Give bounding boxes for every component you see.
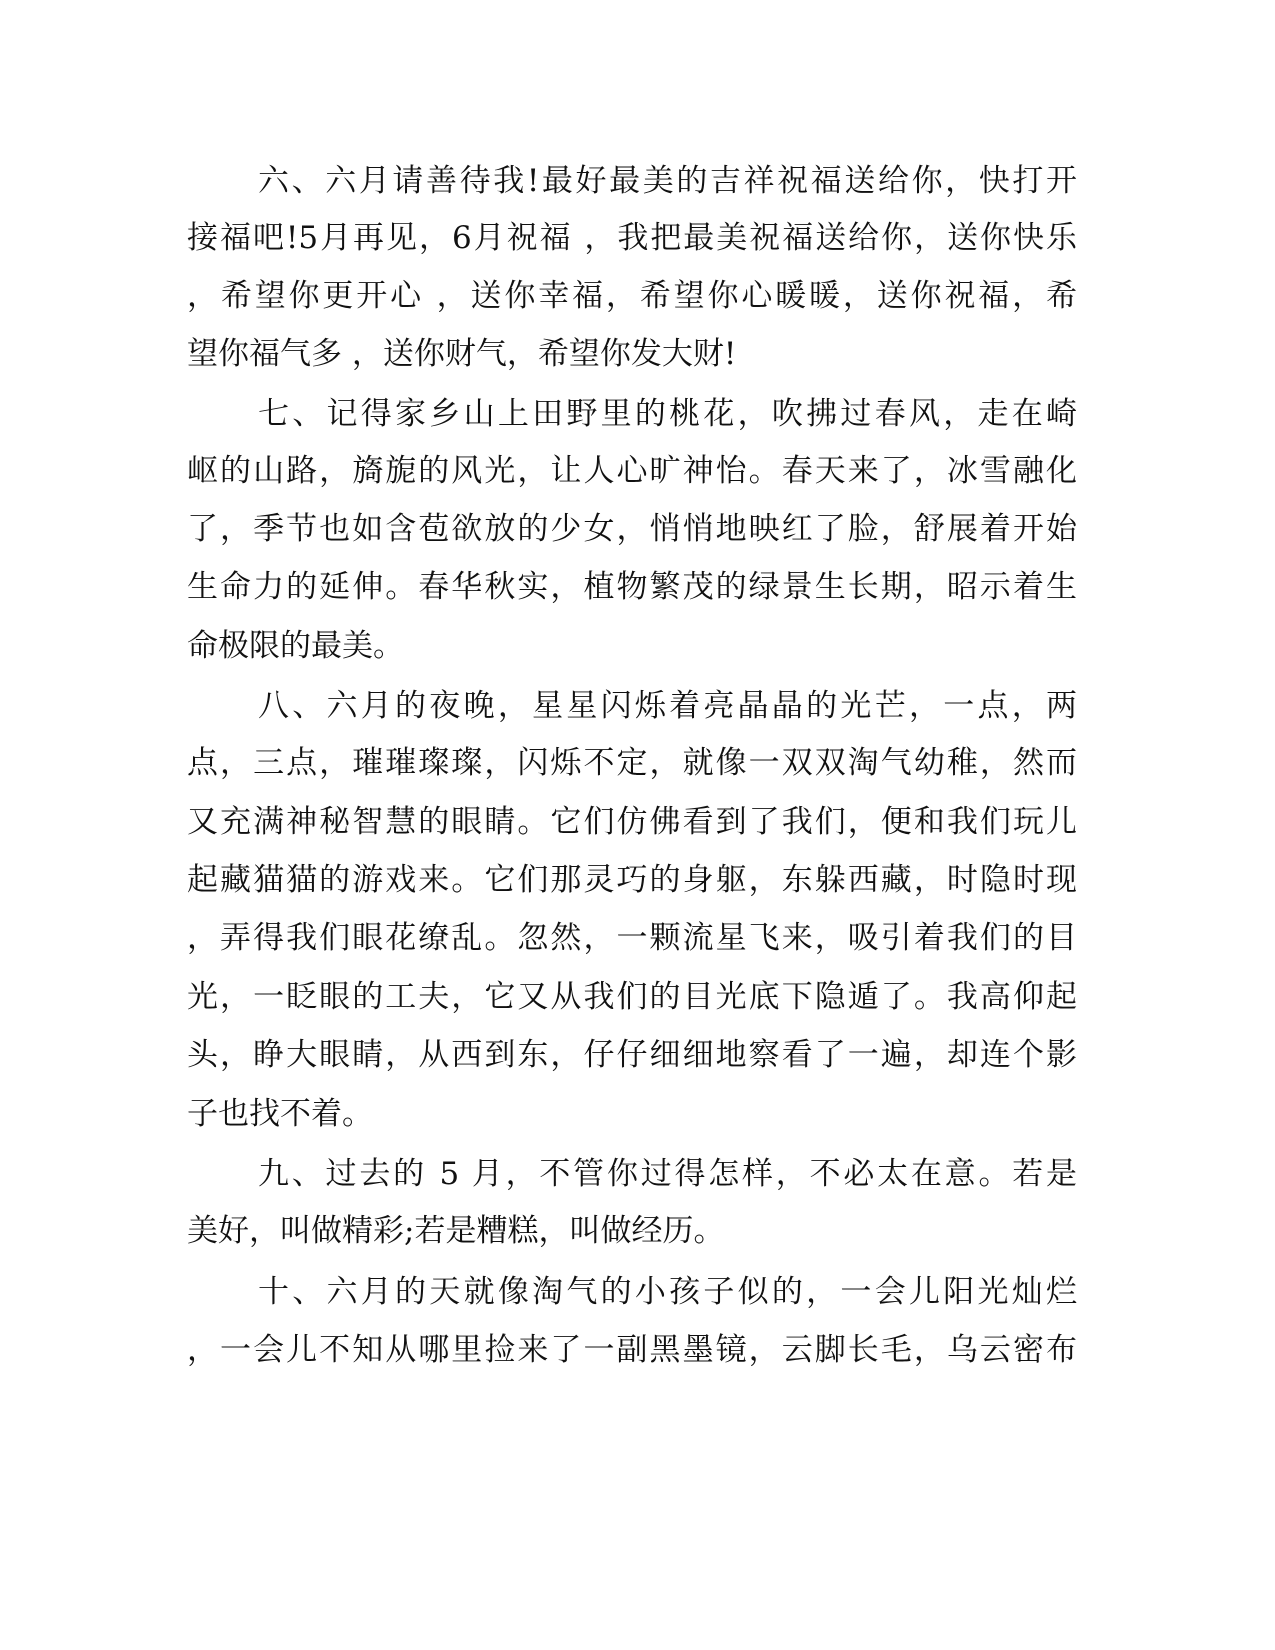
paragraph-6-line-4: 望你福气多 ，送你财气，希望你发大财! [187,336,737,372]
paragraph-8-line-7: 头，睁大眼睛，从西到东，仔仔细细地察看了一遍，却连个影 [187,1037,1077,1073]
paragraph-6-line-1: 六、六月请善待我!最好最美的吉祥祝福送给你，快打开 [258,163,1077,199]
paragraph-7-line-1: 七、记得家乡山上田野里的桃花，吹拂过春风，走在崎 [258,396,1077,432]
paragraph-8-line-5: ，弄得我们眼花缭乱。忽然，一颗流星飞来，吸引着我们的目 [187,920,1077,956]
paragraph-8-line-1: 八、六月的夜晚，星星闪烁着亮晶晶的光芒，一点，两 [258,688,1077,724]
paragraph-8-line-6: 光，一眨眼的工夫，它又从我们的目光底下隐遁了。我高仰起 [187,979,1077,1015]
paragraph-7-line-4: 生命力的延伸。春华秋实，植物繁茂的绿景生长期，昭示着生 [187,569,1077,605]
paragraph-7-line-3: 了，季节也如含苞欲放的少女，悄悄地映红了脸，舒展着开始 [187,511,1077,547]
paragraph-8-line-8: 子也找不着。 [187,1096,373,1132]
paragraph-9-line-1: 九、过去的 5 月，不管你过得怎样，不必太在意。若是 [258,1156,1077,1192]
paragraph-6-line-2: 接福吧!5月再见，6月祝福 ，我把最美祝福送给你，送你快乐 [187,220,1077,256]
paragraph-8-line-3: 又充满神秘智慧的眼睛。它们仿佛看到了我们，便和我们玩儿 [187,804,1077,840]
paragraph-7-line-2: 岖的山路，旖旎的风光，让人心旷神怡。春天来了，冰雪融化 [187,453,1077,489]
paragraph-10-line-1: 十、六月的天就像淘气的小孩子似的，一会儿阳光灿烂 [258,1274,1077,1310]
paragraph-7-line-5: 命极限的最美。 [187,628,404,664]
paragraph-6-line-3: ，希望你更开心 ，送你幸福，希望你心暖暖，送你祝福，希 [187,278,1077,314]
paragraph-10-line-2: ，一会儿不知从哪里捡来了一副黑墨镜，云脚长毛，乌云密布 [187,1332,1077,1368]
paragraph-8-line-2: 点，三点，璀璀璨璨，闪烁不定，就像一双双淘气幼稚，然而 [187,745,1077,781]
paragraph-9-line-2: 美好，叫做精彩;若是糟糕，叫做经历。 [187,1213,725,1249]
paragraph-8-line-4: 起藏猫猫的游戏来。它们那灵巧的身躯，东躲西藏，时隐时现 [187,862,1077,898]
